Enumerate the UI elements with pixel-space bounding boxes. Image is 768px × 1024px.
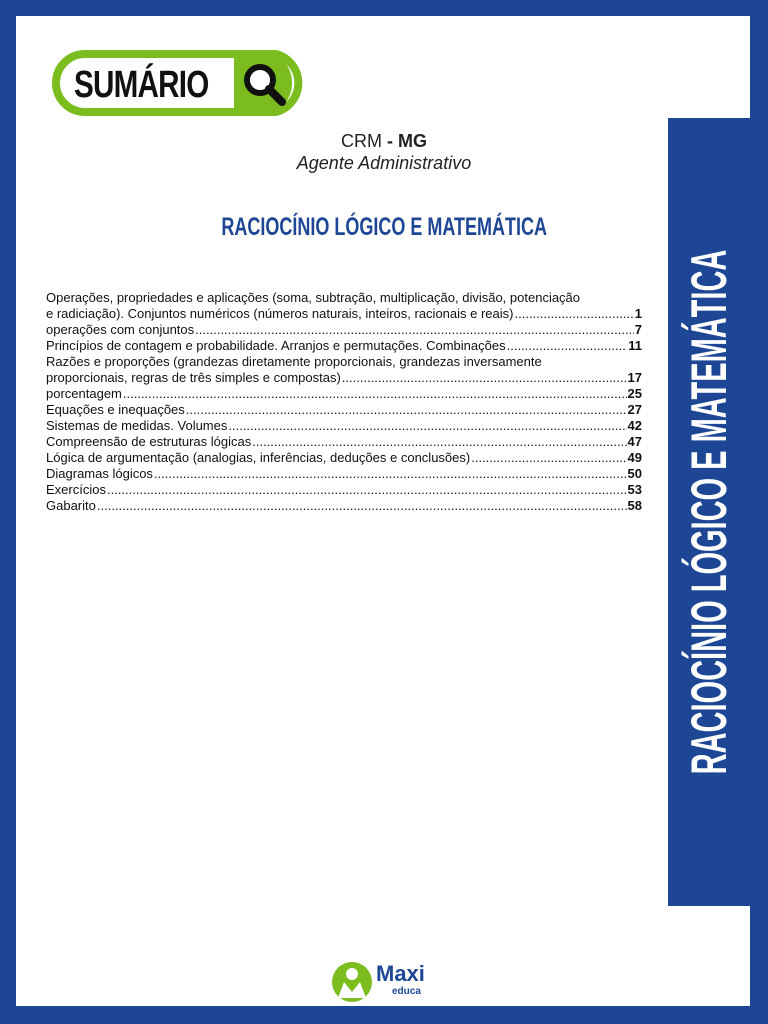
toc-entry-page: 7 <box>634 322 642 337</box>
toc-entry-page: 11 <box>628 338 642 353</box>
toc-entry-title: Princípios de contagem e probabilidade. Arranjos e permutações. Combinações <box>46 338 506 353</box>
table-of-contents <box>46 290 642 514</box>
toc-entry[interactable] <box>46 466 642 482</box>
org-sep: - <box>387 131 393 151</box>
toc-line-continued: Operações, propriedades e aplicações (soma, subtração, multiplicação, divisão, potenciação <box>46 290 581 305</box>
toc-entry[interactable] <box>46 482 642 498</box>
toc-entry[interactable] <box>46 434 642 450</box>
toc-entry-title: porcentagem <box>46 386 122 401</box>
toc-line-continued: Razões e proporções (grandezas diretamente proporcionais, grandezas inversamente <box>46 354 542 369</box>
toc-entry-title: e radiciação). Conjuntos numéricos (números naturais, inteiros, racionais e reais) <box>46 306 514 321</box>
toc-entry-page: 42 <box>627 418 642 433</box>
toc-entry-page: 58 <box>627 498 642 513</box>
toc-entry-page: 53 <box>627 482 642 497</box>
toc-entry-page: 49 <box>627 450 642 465</box>
toc-entry-title: Sistemas de medidas. Volumes <box>46 418 228 433</box>
toc-entry-page: 47 <box>627 434 642 449</box>
maxi-educa-logo <box>330 958 440 1004</box>
maxi-person-icon <box>330 960 374 1004</box>
toc-entry-page: 17 <box>627 370 642 385</box>
toc-entry-title: Lógica de argumentação (analogias, inferências, deduções e conclusões) <box>46 450 471 465</box>
toc-entry[interactable] <box>46 338 642 354</box>
subject-title-text: RACIOCÍNIO LÓGICO E MATEMÁTICA <box>221 213 547 241</box>
toc-entry[interactable] <box>46 498 642 514</box>
sumario-logo-text: SUMÁRIO <box>74 64 209 106</box>
subject-title <box>0 212 768 242</box>
toc-entry[interactable] <box>46 306 642 322</box>
toc-entry-title: Equações e inequações <box>46 402 185 417</box>
toc-entry[interactable] <box>46 402 642 418</box>
toc-entry-title: proporcionais, regras de três simples e compostas) <box>46 370 341 385</box>
sumario-logo <box>52 50 310 128</box>
toc-entry-title: Gabarito <box>46 498 96 513</box>
toc-entry-title: Exercícios <box>46 482 106 497</box>
toc-entry[interactable] <box>46 418 642 434</box>
exam-role: Agente Administrativo <box>296 153 472 173</box>
toc-entry-title: Diagramas lógicos <box>46 466 153 481</box>
side-band-text <box>679 60 739 965</box>
toc-entry[interactable] <box>46 386 642 402</box>
toc-entry-page: 25 <box>627 386 642 401</box>
side-band <box>668 118 750 906</box>
toc-entry[interactable] <box>46 370 642 386</box>
maxi-brand-sub: educa <box>392 986 421 997</box>
maxi-brand: Maxi <box>376 961 425 986</box>
toc-entry[interactable] <box>46 450 642 466</box>
search-icon <box>230 50 310 116</box>
org-name: CRM <box>340 131 382 151</box>
toc-entry-page: 50 <box>627 466 642 481</box>
toc-entry[interactable] <box>46 322 642 338</box>
toc-entry-page: 27 <box>627 402 642 417</box>
toc-entry-page: 1 <box>634 306 642 321</box>
toc-entry-title: operações com conjuntos <box>46 322 195 337</box>
exam-org <box>0 131 768 152</box>
side-band-label: RACIOCÍNIO LÓGICO E MATEMÁTICA <box>681 249 737 775</box>
toc-entry-title: Compreensão de estruturas lógicas <box>46 434 252 449</box>
org-state: MG <box>398 131 428 151</box>
